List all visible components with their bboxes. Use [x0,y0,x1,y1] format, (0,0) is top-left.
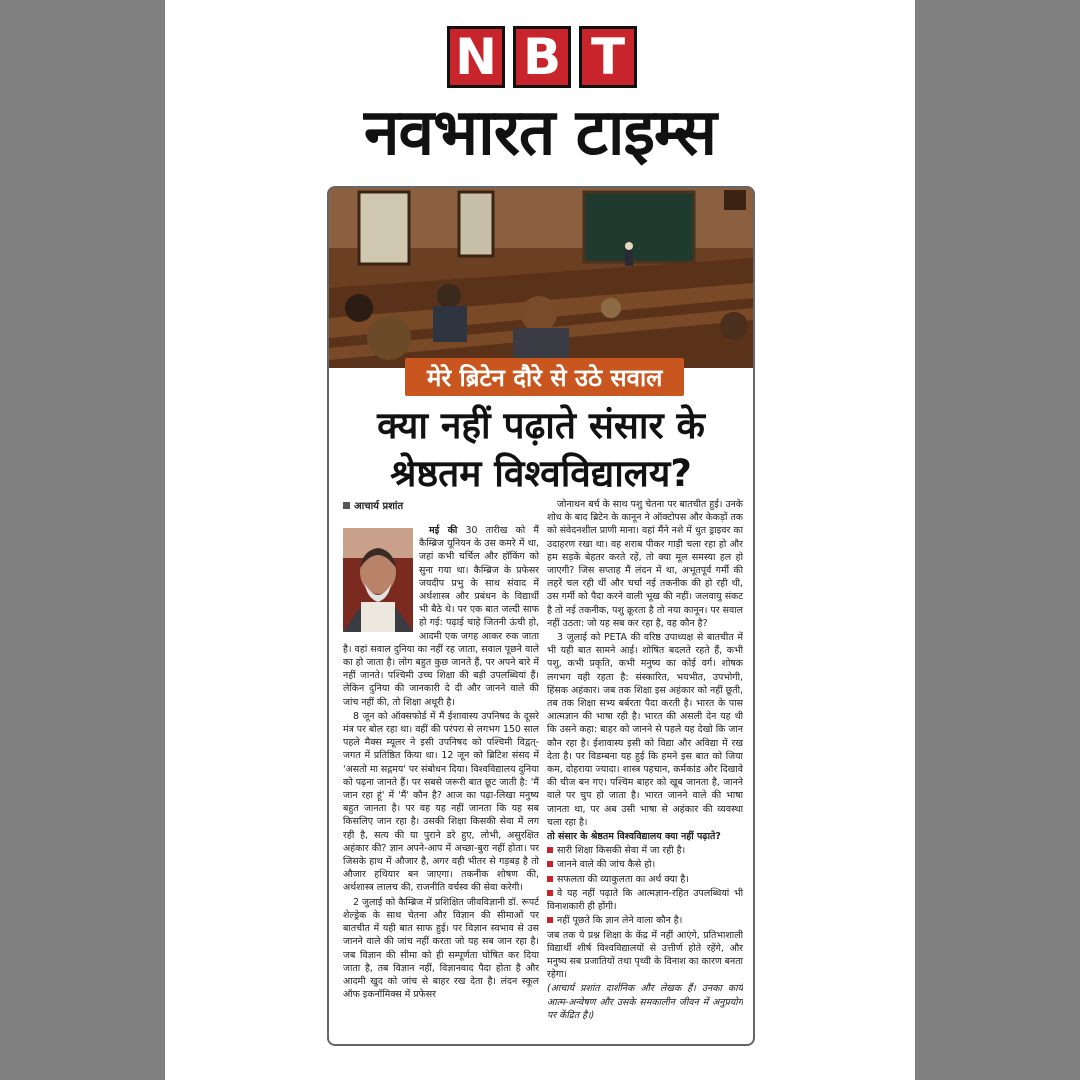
red-bullet-icon [547,847,553,853]
closing-paragraph: जब तक ये प्रश्न शिक्षा के केंद्र में नहीं आएंगे, प्रतिभाशाली विद्यार्थी शीर्ष विश्वविद्यालयों से उत्तीर्ण होते रहेंगे, और मनुष्य सब प्रजातियों तथा पृथ्वी के विनाश का कारण बनता रहेगा। [547,929,743,981]
byline-square-icon [343,502,350,509]
article-column-1 [343,524,539,1036]
bullet-text: वे यह नहीं पढ़ाते कि आत्मज्ञान-रहित उपलब्धियां भी विनाशकारी ही होंगी। [547,887,743,913]
kicker-banner: मेरे ब्रिटेन दौरे से उठे सवाल [405,358,684,396]
paragraph-5: 3 जुलाई को PETA की वरिष्ठ उपाध्यक्ष से बातचीत में भी यही बात सामने आई। शोषित बदलते रहते हैं, कभी पशु, कभी प्रकृति, कभी मनुष्य का कोई वर्ग। शोषक लगभग वही रहता है: संस्कारित, भयभीत, उपभोगी, हिंसक अहंकार। जब तक शिक्षा इस अहंकार को नहीं छूती, तब तक शिक्षा सभ्य बर्बरता पैदा करती है। भारत के पास आत्मज्ञान की भाषा रही है। भारत की असली देन यह थी कि उसने कहा: बाहर को जानने से पहले यह देखो कि जान कौन रहा है। ईशावास्य इसी को विद्या और अविद्या में रख देता है। पर विडम्बना यह हुई कि हमने इस बात को जिया कम, दोहराया ज्यादा। शास्त्र पहचान, कर्मकांड और दिखावे की चीज बन गए। पश्चिम बाहर को खूब जानता है, जानने वाले पर चुप हो जाता है। भारत जानने वाले की भाषा जानता था, पर अब उसी भाषा से अहंकार की व्यवस्था चला रहा है। [547,632,743,828]
question-heading: तो संसार के श्रेष्ठतम विश्वविद्यालय क्या नहीं पढ़ाते? [547,831,721,843]
lecture-hall-photo [329,188,753,368]
author-note: (आचार्य प्रशांत दार्शनिक और लेखक हैं। उनका कार्य आत्म-अन्वेषण और उसके समकालीन जीवन में अनुप्रयोग पर केंद्रित है।) [547,983,743,1021]
nbt-logo [447,26,637,88]
bullet-text: जानने वाले की जांच कैसे हो। [557,859,656,871]
bullet-item [547,873,743,886]
headline-line-1: क्या नहीं पढ़ाते संसार के [377,404,705,447]
lead-in: मई की [429,525,458,536]
paragraph-2: 8 जून को ऑक्सफोर्ड में मैं ईशावास्य उपनिषद के दूसरे मंत्र पर बोल रहा था। वहीं की परंपरा से लगभग 150 साल पहले मैक्स म्यूलर ने इसी उपनिषद को पश्चिमी विद्वत्-जगत में प्रतिष्ठित किया था। 12 जून को ब्रिटिश संसद में 'असतो मा सद्गमय' पर संबोधन दिया। विश्वविद्यालय दुनिया को पढ़ना जानते हैं। पर सबसे जरूरी बात छूट जाती है: 'मैं जान रहा हूं' में 'मैं' कौन है? आज का पढ़ा-लिखा मनुष्य बहुत जानता है। पर वह यह नहीं जानता कि यह सब किसलिए जान रहा है। उसकी शिक्षा किसकी सेवा में लग रही है, सत्य की या पुराने डरे हुए, लोभी, असुरक्षित अहंकार की? ज्ञान अपने-आप में अच्छा-बुरा नहीं होता। पर जिसके हाथ में औजार है, अगर वही भीतर से गड़बड़ है तो औजार हथियार बन जाएगा। तकनीक शोषण की, अर्थशास्त्र लालच की, राजनीति वर्चस्व की सेवा करेगी। [343,710,539,894]
bullet-item [547,844,743,857]
masthead-title: नवभारत टाइम्स [364,96,716,170]
byline [343,498,403,512]
article-column-2 [547,498,743,1038]
newspaper-page [165,0,915,1080]
red-bullet-icon [547,917,553,923]
author-name: आचार्य प्रशांत [354,501,404,512]
article-card [327,186,755,1046]
paragraph-4: जोनाथन बर्च के साथ पशु चेतना पर बातचीत हुई। उनके शोध के बाद ब्रिटेन के कानून ने ऑक्टोपस और केकड़ों तक को संवेदनशील प्राणी माना। वहां मैंने नशे में धुत ड्राइवर का उदाहरण रखा था। वह शराब पीकर गाड़ी चला रहा हो और हम सड़कें बेहतर करते रहें, तो क्या मूल समस्या हल हो जाएगी? जिस सप्ताह मैं लंदन में था, अभूतपूर्व गर्मी की लहरें चल रही थीं और चर्चा नई तकनीक की हो रही थी, उस गर्मी को पैदा करने वाली भूख की नहीं। जलवायु संकट है तो नई तकनीक, पशु क्रूरता है तो नया कानून। पर सवाल नहीं उठता: जो यह सब कर रहा है, वह कौन है? [547,499,743,629]
red-bullet-icon [547,876,553,882]
logo-letter-n: N [447,26,505,88]
bullet-item [547,858,743,871]
paragraph-1: 30 तारीख को मैं कैम्ब्रिज यूनियन के उस कमरे में था, जहां कभी चर्चिल और हॉकिंग को सुना गया था। कैम्ब्रिज के प्रफेसर जयदीप प्रभु के साथ संवाद में अर्थशास्त्र और प्रबंधन के विद्यार्थी भी बैठे थे। पर एक बात जल्दी साफ हो गई: पढ़ाई चाहे जितनी ऊंची हो, आदमी एक जगह आकर रुक जाता है। वहां सवाल दुनिया का नहीं रह जाता, सवाल पूछने वाले का हो जाता है। लोग बहुत कुछ जानते हैं, पर अपने बारे में नहीं जानते। पश्चिमी उच्च शिक्षा की बड़ी उपलब्धियां हैं। लेकिन दुनिया की जानकारी दे दी और जानने वाले की जांच नहीं की, तो शिक्षा अधूरी है। [343,525,539,708]
bullet-item [547,887,743,913]
bullet-text: सफलता की व्याकुलता का अर्थ क्या है। [557,873,689,885]
red-bullet-icon [547,890,553,896]
bullet-text: नहीं पूछते कि ज्ञान लेने वाला कौन है। [557,915,683,927]
paragraph-3: 2 जुलाई को कैम्ब्रिज में प्रशिक्षित जीवविज्ञानी डॉ. रूपर्ट शेल्ड्रेक के साथ चेतना और विज्ञान की सीमाओं पर बातचीत में यही बात साफ हुई। पर विज्ञान स्वभाव से उस जानने वाले की जांच नहीं करता जो यह सब जान रहा है। जब विज्ञान की सीमा को ही सम्पूर्णता घोषित कर दिया जाता है, तब विज्ञान नहीं, विज्ञानवाद पैदा होता है और आदमी खुद को जांच से बाहर रख देता है। लंदन स्कूल ऑफ इकनॉमिक्स में प्रफेसर [343,896,539,1001]
logo-letter-b: B [513,26,571,88]
headline-line-2: श्रेष्ठतम विश्वविद्यालय? [390,452,692,495]
bullet-item [547,914,743,927]
headline [329,402,753,498]
red-bullet-icon [547,861,553,867]
author-photo [343,528,413,632]
logo-letter-t: T [579,26,637,88]
bullet-text: सारी शिक्षा किसकी सेवा में जा रही है। [557,845,686,857]
